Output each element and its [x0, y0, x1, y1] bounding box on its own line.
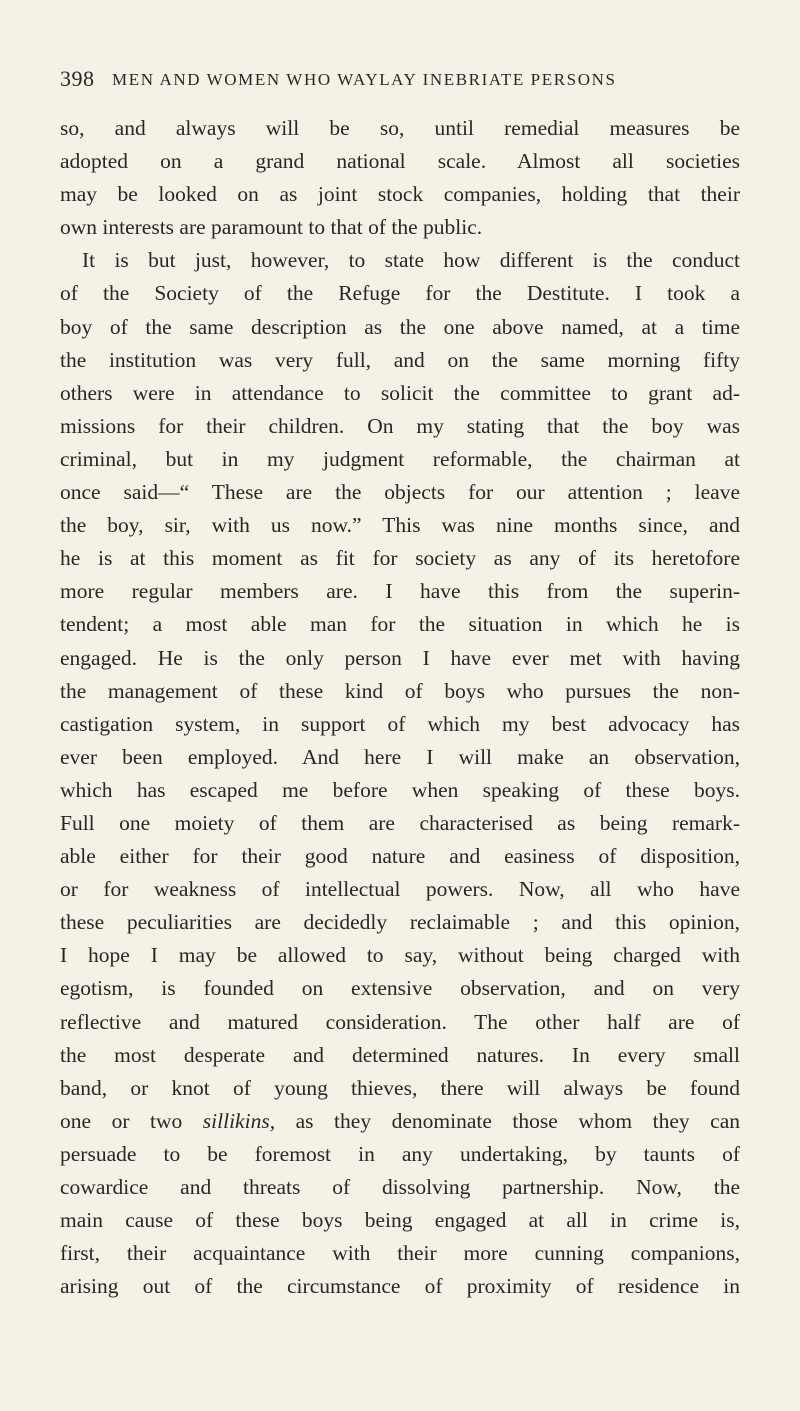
text-line: the institution was very full, and on the same morning fifty: [60, 347, 740, 372]
text-line-with-italic: [60, 1105, 740, 1138]
text-line: so, and always will be so, until remedial measures be: [60, 116, 740, 140]
text-line: able either for their good nature and easiness of disposition,: [60, 844, 740, 869]
text-line: the management of these kind of boys who pursues the non-: [60, 678, 740, 703]
text-line: the boy, sir, with us now.” This was nine months since, and: [60, 513, 740, 538]
text-line: which has escaped me before when speaking of these boys.: [60, 777, 740, 802]
text-line: I hope I may be allowed to say, without being charged with: [60, 943, 740, 968]
text-line: others were in attendance to solicit the committee to grant ad-: [60, 380, 740, 405]
text-line: engaged. He is the only person I have ever met with having: [60, 645, 740, 670]
text-line: own interests are paramount to that of the public.: [60, 215, 483, 240]
text-line: or for weakness of intellectual powers. Now, all who have: [60, 877, 740, 902]
text-line: criminal, but in my judgment reformable, the chairman at: [60, 446, 740, 471]
text-line: tendent; a most able man for the situation in which he is: [60, 612, 740, 637]
text-line: persuade to be foremost in any undertaking, by taunts of: [60, 1141, 740, 1166]
body-text: [60, 112, 740, 1303]
text-line: may be looked on as joint stock companies, holding that their: [60, 182, 740, 207]
italic-term: sillikins,: [202, 1108, 276, 1133]
text-line: missions for their children. On my stating that the boy was: [60, 413, 740, 438]
running-head-title: MEN AND WOMEN WHO WAYLAY INEBRIATE PERSONS: [112, 70, 617, 89]
text-line: he is at this moment as fit for society as any of its heretofore: [60, 546, 740, 571]
text-segment: one or two: [60, 1108, 183, 1133]
text-line: adopted on a grand national scale. Almost all societies: [60, 149, 740, 174]
text-line: once said—“ These are the objects for our attention ; leave: [60, 480, 740, 505]
text-line: first, their acquaintance with their more cunning companions,: [60, 1241, 740, 1266]
text-line: boy of the same description as the one above named, at a time: [60, 314, 740, 339]
text-line: these peculiarities are decidedly reclaimable ; and this opinion,: [60, 910, 740, 935]
text-line: egotism, is founded on extensive observation, and on very: [60, 976, 740, 1001]
text-line: band, or knot of young thieves, there will always be found: [60, 1075, 740, 1100]
text-line: of the Society of the Refuge for the Destitute. I took a: [60, 281, 740, 306]
text-line: the most desperate and determined natures. In every small: [60, 1042, 740, 1067]
text-segment: as they denominate those whom they can: [295, 1108, 740, 1133]
text-line: cowardice and threats of dissolving partnership. Now, the: [60, 1175, 740, 1199]
text-line: reflective and matured consideration. The other half are of: [60, 1009, 740, 1034]
text-line: ever been employed. And here I will make an observation,: [60, 744, 740, 769]
page-number: 398: [60, 66, 95, 91]
paragraph-start-line: It is but just, however, to state how different is the conduct: [82, 248, 740, 273]
text-line: arising out of the circumstance of proximity of residence in: [60, 1274, 740, 1299]
text-line: more regular members are. I have this from the superin-: [60, 579, 740, 604]
text-line: Full one moiety of them are characterised as being remark-: [60, 810, 740, 835]
text-line: castigation system, in support of which my best advocacy has: [60, 711, 740, 736]
text-line: main cause of these boys being engaged at all in crime is,: [60, 1208, 740, 1233]
running-head: [60, 66, 740, 92]
